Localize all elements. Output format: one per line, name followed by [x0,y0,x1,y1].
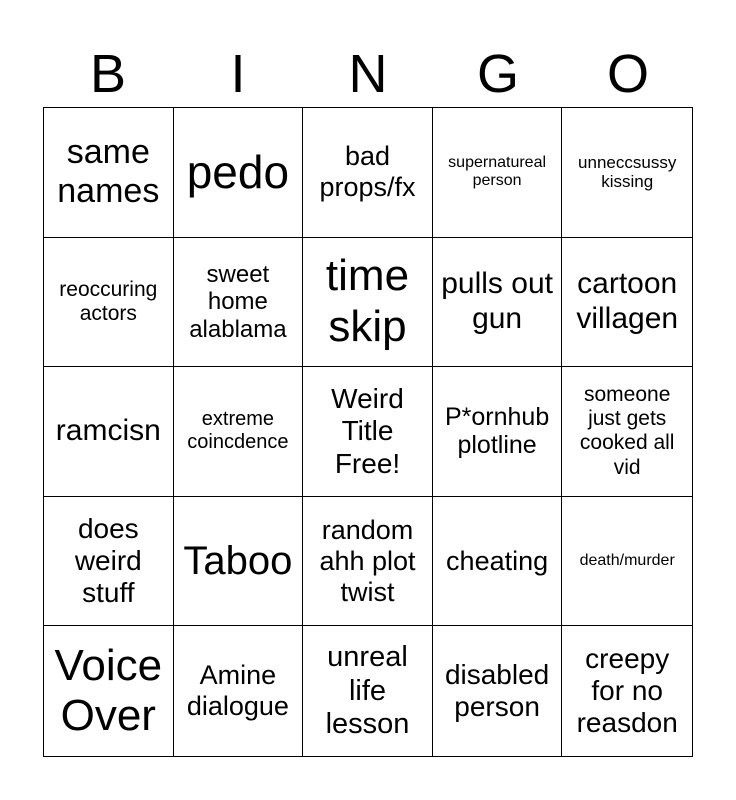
bingo-cell-label: Amine dialogue [186,660,289,722]
bingo-cell-label: someone just gets cooked all vid [579,383,675,479]
bingo-cell-label: Weird Title Free! [331,383,404,479]
bingo-cell-r3-c3[interactable] [303,367,433,497]
bingo-cell-r3-c5[interactable] [562,367,692,497]
bingo-cell-r5-c5[interactable] [562,626,692,756]
bingo-cell-label: time skip [325,251,410,351]
bingo-cell-r4-c5[interactable] [562,497,692,627]
bingo-cell-label: reoccuring actors [59,277,158,325]
bingo-cell-r5-c3[interactable] [303,626,433,756]
bingo-cell-label: does weird stuff [74,512,142,609]
bingo-cell-r4-c2[interactable] [174,497,304,627]
bingo-cell-label: Taboo [183,539,293,584]
bingo-cell-label: cartoon villagen [576,267,679,335]
bingo-cell-label: sweet home alablama [189,260,287,343]
bingo-cell-label: bad props/fx [319,141,416,203]
bingo-cell-r2-c3[interactable] [303,238,433,368]
bingo-cell-r2-c2[interactable] [174,238,304,368]
bingo-cell-r4-c3[interactable] [303,497,433,627]
bingo-cell-label: pedo [186,145,290,198]
bingo-cell-r1-c1[interactable] [44,108,174,238]
bingo-cell-r3-c4[interactable] [433,367,563,497]
header-letter-g: G [476,44,519,104]
bingo-cell-label: ramcisn [55,414,161,448]
bingo-cell-label: extreme coincdence [187,408,289,454]
bingo-cell-label: pulls out gun [441,267,553,335]
header-letter-i: I [230,44,246,104]
header-letter-o: O [606,44,649,104]
bingo-cell-label: death/murder [579,551,675,569]
bingo-cell-r4-c4[interactable] [433,497,563,627]
bingo-cell-r3-c1[interactable] [44,367,174,497]
bingo-cell-label: unreal life lesson [325,641,410,740]
bingo-cell-r1-c3[interactable] [303,108,433,238]
bingo-cell-r3-c2[interactable] [174,367,304,497]
bingo-cell-r5-c2[interactable] [174,626,304,756]
bingo-cell-r1-c4[interactable] [433,108,563,238]
bingo-cell-r2-c4[interactable] [433,238,563,368]
bingo-board [43,107,693,757]
header-letter-b: B [89,44,127,104]
bingo-cell-r1-c2[interactable] [174,108,304,238]
bingo-cell-label: P*ornhub plotline [444,402,550,460]
bingo-cell-r1-c5[interactable] [562,108,692,238]
bingo-cell-label: random ahh plot twist [319,514,416,607]
bingo-cell-label: same names [57,133,160,211]
bingo-cell-r4-c1[interactable] [44,497,174,627]
bingo-cell-label: cheating [446,545,549,576]
bingo-cell-label: disabled person [444,659,550,723]
header-letter-n: N [348,44,388,104]
bingo-cell-label: supernatureal person [448,153,547,190]
bingo-cell-label: unneccsussy kissing [578,152,677,192]
bingo-cell-r2-c1[interactable] [44,238,174,368]
bingo-cell-r5-c1[interactable] [44,626,174,756]
bingo-cell-r5-c4[interactable] [433,626,563,756]
bingo-cell-label: Voice Over [54,640,163,741]
bingo-header [43,40,693,108]
bingo-cell-label: creepy for no reasdon [576,642,678,739]
bingo-cell-r2-c5[interactable] [562,238,692,368]
